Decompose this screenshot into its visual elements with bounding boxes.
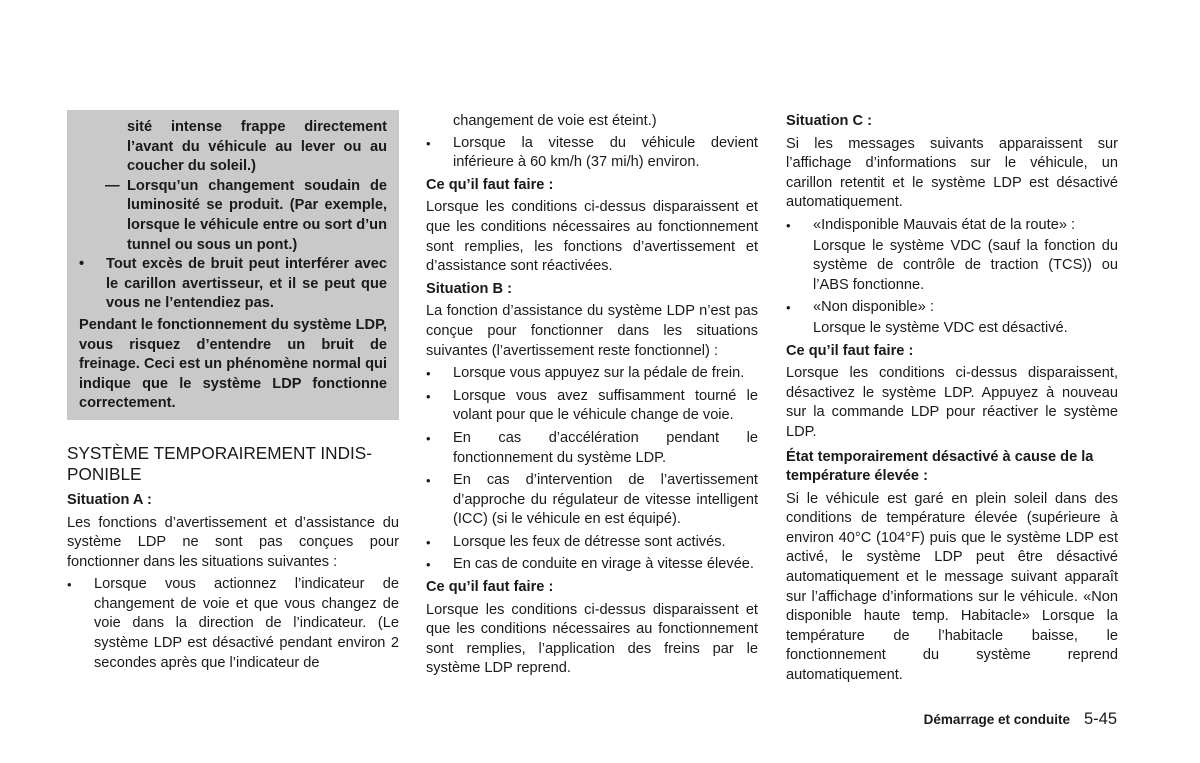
list-item [426, 555, 758, 575]
column-right [786, 110, 1118, 686]
bullet-icon: • [79, 256, 85, 273]
temperature-text: Si le véhicule est garé en plein soleil dans des conditions de température élevée (supérieure à environ 40°C (104°F) puis que le système LDP est activé, le système LDP peut être désactivé automatiquement et le message suivant apparaît sur l’affichage d’informations sur le véhicule. «Non disponible haute temp. Habitacle» Lorsque la température de l’habitacle baisse, le fonctionnement du système reprend automatiquement. [786, 490, 1118, 684]
list-item [786, 298, 1118, 318]
column-left [67, 110, 399, 676]
warning-paragraph: Pendant le fonctionnement du système LDP, vous risquez d’entendre un bruit de freinage. Ceci est un phénomène normal qui indique que le système LDP fonctionne correctement. [79, 316, 387, 412]
list-item-text: Lorsque vous avez suffisamment tourné le volant pour que le véhicule change de voie. [453, 387, 758, 424]
situation-a-list [67, 575, 399, 673]
list-item-text: En cas de conduite en virage à vitesse élevée. [453, 556, 754, 573]
situation-c-list-2 [786, 298, 1118, 318]
bullet-icon: • [426, 366, 431, 382]
list-item-text: En cas d’accélération pendant le fonctionnement du système LDP. [453, 429, 758, 466]
section-title: SYSTÈME TEMPORAIREMENT INDIS-PONIBLE [67, 442, 372, 484]
page-number: 5-45 [1083, 710, 1117, 728]
list-item-text: «Indisponible Mauvais état de la route» : [813, 216, 1076, 233]
list-item-text: Lorsque les feux de détresse sont activés. [453, 533, 726, 550]
bullet-icon: • [426, 430, 431, 446]
list-item-subtext: Lorsque le système VDC est désactivé. [813, 319, 1068, 336]
list-item-text: «Non disponible» : [813, 299, 934, 316]
temperature-heading: État temporairement désactivé à cause de la température élevée : [786, 448, 1094, 485]
bullet-icon: • [786, 217, 791, 233]
list-item [426, 533, 758, 553]
warning-box [67, 110, 399, 420]
list-item [426, 471, 758, 530]
bullet-icon: • [426, 135, 431, 151]
todo-heading: Ce qu’il faut faire : [786, 342, 914, 359]
warning-dash-text: Lorsqu’un changement soudain de luminosité se produit. (Par exemple, lorsque le véhicule entre ou sort d’un tunnel ou sous un pont.) [127, 177, 387, 253]
dash-marker: — [105, 177, 120, 194]
bullet-icon: • [426, 473, 431, 489]
list-item [426, 429, 758, 468]
bullet-icon: • [67, 577, 72, 593]
list-item-text: Lorsque la vitesse du véhicule devient inférieure à 60 km/h (37 mi/h) environ. [453, 134, 758, 171]
list-item-text: En cas d’intervention de l’avertissement d’approche du régulateur de vitesse intelligent (ICC) (si le véhicule en est équipé). [453, 472, 758, 528]
todo-heading: Ce qu’il faut faire : [426, 176, 554, 193]
situation-b-heading: Situation B : [426, 280, 512, 297]
list-item [426, 134, 758, 173]
todo-text: Lorsque les conditions ci-dessus disparaissent et que les conditions nécessaires au fonctionnement sont remplies, l’application des freins par le système LDP reprend. [426, 601, 758, 677]
situation-c-text: Si les messages suivants apparaissent sur l’affichage d’informations sur le véhicule, un carillon retentit et le système LDP est désactivé automatiquement. [786, 135, 1118, 211]
warning-dash-item [79, 177, 387, 255]
warning-continuation: sité intense frappe directement l’avant du véhicule au lever ou au coucher du soleil.) [127, 119, 387, 175]
list-item-continuation: changement de voie est éteint.) [453, 113, 657, 129]
list-item-text: Lorsque vous actionnez l’indicateur de changement de voie et que vous changez de voie dans la direction de l’indicateur. (Le système LDP est désactivé pendant environ 2 secondes après que l’indicateur de [94, 576, 399, 671]
situation-c-list [786, 216, 1118, 236]
situation-b-list [426, 364, 758, 575]
todo-text: Lorsque les conditions ci-dessus disparaissent et que les conditions nécessaires au fonctionnement sont remplies, les fonctions d’avertissement et d’assistance sont réactivées. [426, 199, 758, 275]
todo-text: Lorsque les conditions ci-dessus disparaissent, désactivez le système LDP. Appuyez à nouveau sur la commande LDP pour réactiver le système LDP. [786, 365, 1118, 440]
warning-bullet-text: Tout excès de bruit peut interférer avec le carillon avertisseur, et il se peut que vous ne l’entendiez pas. [106, 256, 387, 312]
bullet-icon: • [426, 534, 431, 550]
bullet-icon: • [426, 388, 431, 404]
warning-bullet-item [79, 255, 387, 314]
list-item [426, 387, 758, 426]
bullet-icon: • [426, 557, 431, 573]
footer-section-title: Démarrage et conduite [923, 712, 1070, 727]
situation-a-heading: Situation A : [67, 491, 152, 508]
list-item-text: Lorsque vous appuyez sur la pédale de frein. [453, 365, 745, 382]
bullet-icon: • [786, 300, 791, 316]
situation-a-list-cont [426, 134, 758, 173]
situation-a-text: Les fonctions d’avertissement et d’assistance du système LDP ne sont pas conçues pour fonctionner dans les situations suivantes : [67, 514, 399, 570]
todo-heading: Ce qu’il faut faire : [426, 579, 554, 596]
list-item [786, 216, 1118, 236]
column-middle [426, 110, 758, 679]
situation-b-text: La fonction d’assistance du système LDP n’est pas conçue pour fonctionner dans les situations suivantes (l’avertissement reste fonctionnel) : [426, 303, 758, 359]
list-item [67, 575, 399, 673]
list-item [426, 364, 758, 384]
list-item-subtext: Lorsque le système VDC (sauf la fonction du système de contrôle de traction (TCS)) ou l’ABS fonctionne. [813, 237, 1118, 293]
page-footer [924, 710, 1117, 730]
situation-c-heading: Situation C : [786, 113, 872, 129]
